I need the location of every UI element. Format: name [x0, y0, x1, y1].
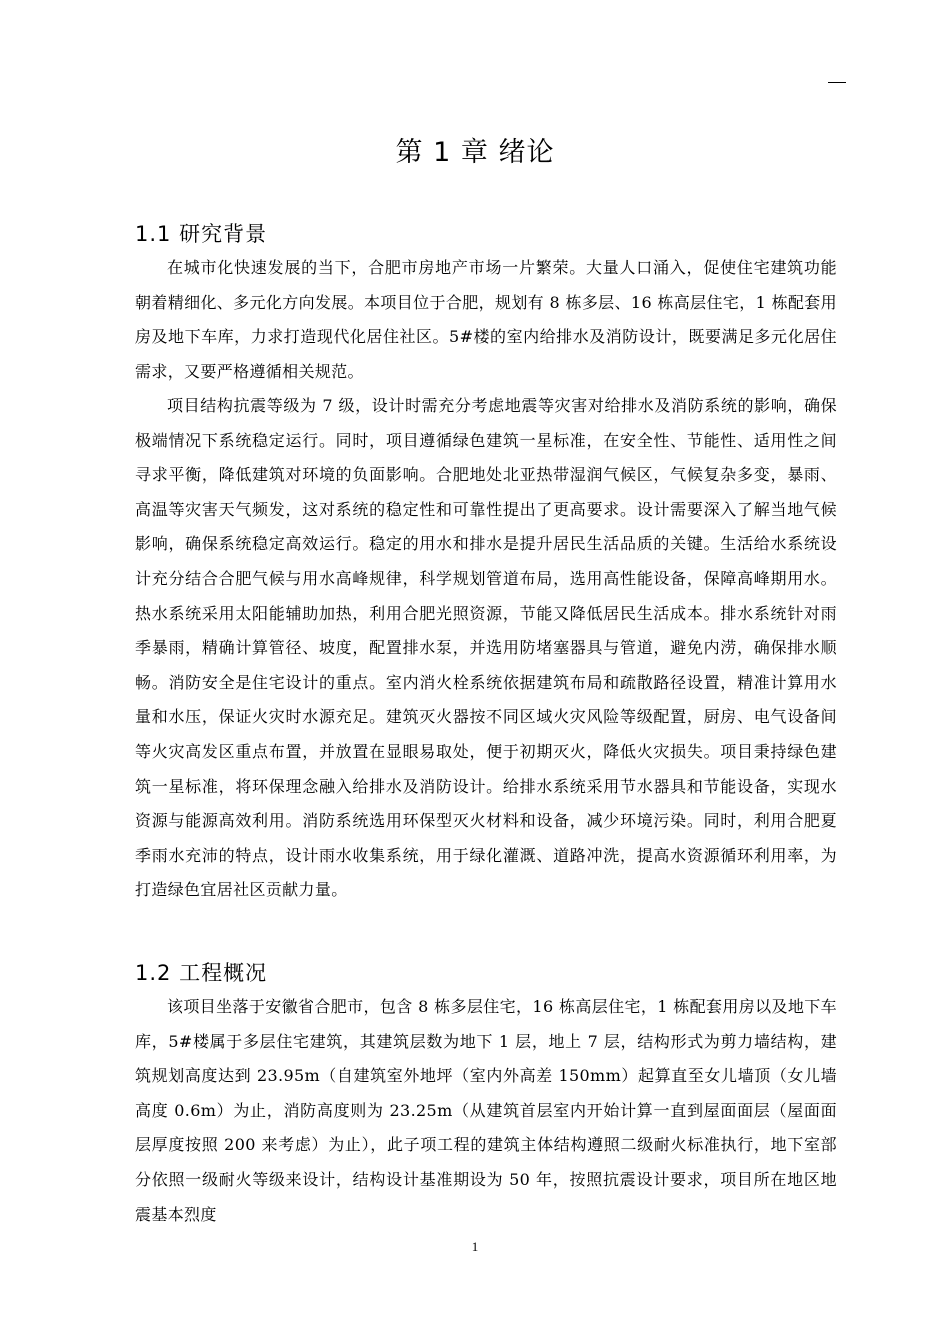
paragraph-background-1: 在城市化快速发展的当下，合肥市房地产市场一片繁荣。大量人口涌入，促使住宅建筑功能朝着精细化、多元化方向发展。本项目位于合肥，规划有 8 栋多层、16 栋高层住宅，1 栋配套用房及地下车库，力求打造现代化居住社区。5#楼的室内给排水及消防设计，既要满足多元化居住需求，又要严格遵循相关规范。 — [135, 258, 837, 381]
chapter-title: 第 1 章 绪论 — [395, 137, 555, 168]
section-heading-overview: 1.2 工程概况 — [135, 961, 268, 985]
paragraph-overview-1: 该项目坐落于安徽省合肥市，包含 8 栋多层住宅，16 栋高层住宅，1 栋配套用房以及地下车库，5#楼属于多层住宅建筑，其建筑层数为地下 1 层，地上 7 层，结构形式为剪力墙结构，建筑规划高度达到 23.95m（自建筑室外地坪（室内外高差 150mm）起算直至女儿墙顶（女儿墙高度 0.6m）为止，消防高度则为 23.25m（从建筑首层室内开始计算一直到屋面面层（屋面面层厚度按照 200 来考虑）为止），此子项工程的建筑主体结构遵照二级耐火标准执行，地下室部分依照一级耐火等级来设计，结构设计基准期设为 50 年，按照抗震设计要求，项目所在地区地震基本烈度 — [135, 997, 837, 1224]
header-rule — [828, 82, 846, 83]
section-heading-background: 1.1 研究背景 — [135, 222, 268, 246]
page-number: 1 — [471, 1239, 479, 1254]
paragraph-background-2: 项目结构抗震等级为 7 级，设计时需充分考虑地震等灾害对给排水及消防系统的影响，确保极端情况下系统稳定运行。同时，项目遵循绿色建筑一星标准，在安全性、节能性、适用性之间寻求平衡，降低建筑对环境的负面影响。合肥地处北亚热带湿润气候区，气候复杂多变，暴雨、高温等灾害天气频发，这对系统的稳定性和可靠性提出了更高要求。设计需要深入了解当地气候影响，确保系统稳定高效运行。稳定的用水和排水是提升居民生活品质的关键。生活给水系统设计充分结合合肥气候与用水高峰规律，科学规划管道布局，选用高性能设备，保障高峰期用水。热水系统采用太阳能辅助加热，利用合肥光照资源，节能又降低居民生活成本。排水系统针对雨季暴雨，精确计算管径、坡度，配置排水泵，并选用防堵塞器具与管道，避免内涝，确保排水顺畅。消防安全是住宅设计的重点。室内消火栓系统依据建筑布局和疏散路径设置，精准计算用水量和水压，保证火灾时水源充足。建筑灭火器按不同区域火灾风险等级配置，厨房、电气设备间等火灾高发区重点布置，并放置在显眼易取处，便于初期灭火，降低火灾损失。项目秉持绿色建筑一星标准，将环保理念融入给排水及消防设计。给排水系统采用节水器具和节能设备，实现水资源与能源高效利用。消防系统选用环保型灭火材料和设备，减少环境污染。同时，利用合肥夏季雨水充沛的特点，设计雨水收集系统，用于绿化灌溉、道路冲洗，提高水资源循环利用率，为打造绿色宜居社区贡献力量。 — [135, 396, 837, 900]
